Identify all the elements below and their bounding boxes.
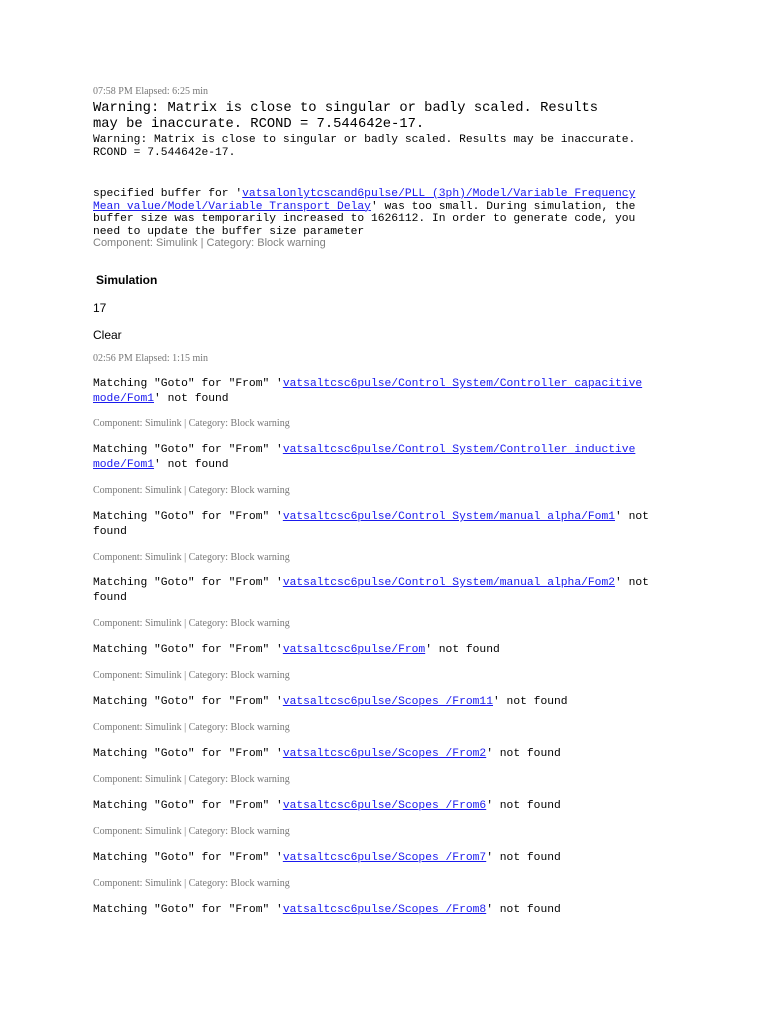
run-timestamp: 07:58 PM Elapsed: 6:25 min: [93, 86, 208, 97]
block-path-link[interactable]: vatsaltcsc6pulse/From: [282, 644, 426, 656]
component-category: Component: Simulink | Category: Block warning: [93, 722, 290, 733]
message-count: 17: [93, 301, 107, 315]
warning-message: Matching "Goto" for "From" 'vatsaltcsc6pulse/Control System/Controller capacitive mode/Fom1' not found: [93, 378, 643, 405]
block-path-link[interactable]: vatsaltcsc6pulse/Scopes /From11: [282, 696, 493, 708]
clear-button[interactable]: Clear: [93, 328, 122, 342]
block-path-link[interactable]: vatsaltcsc6pulse/Scopes /From6: [282, 800, 487, 812]
block-path-link[interactable]: vatsaltcsc6pulse/Control System/manual alpha/Fom1: [282, 511, 616, 523]
component-category: Component: Simulink | Category: Block warning: [93, 878, 290, 889]
block-path-link[interactable]: vatsaltcsc6pulse/Scopes /From2: [282, 748, 487, 760]
warning-message-large: Warning: Matrix is close to singular or badly scaled. Results may be inaccurate. RCOND = 7.544642e-17.: [93, 101, 599, 132]
warning-message: Matching "Goto" for "From" 'vatsaltcsc6pulse/Control System/manual alpha/Fom1' not found: [93, 511, 649, 538]
component-category: Component: Simulink | Category: Block warning: [93, 237, 326, 249]
block-path-link[interactable]: vatsaltcsc6pulse/Control System/manual alpha/Fom2: [282, 577, 616, 589]
component-category: Component: Simulink | Category: Block warning: [93, 826, 290, 837]
block-path-link-cont[interactable]: mode/Fom1: [93, 458, 155, 471]
warning-message: Matching "Goto" for "From" 'vatsaltcsc6pulse/Control System/Controller inductive mode/Fom1' not found: [93, 444, 636, 471]
warning-message: Matching "Goto" for "From" 'vatsaltcsc6pulse/Scopes /From7' not found: [93, 852, 561, 864]
component-category: Component: Simulink | Category: Block warning: [93, 670, 290, 681]
warning-message: Matching "Goto" for "From" 'vatsaltcsc6pulse/Scopes /From11' not found: [93, 696, 568, 708]
warning-message-small: Warning: Matrix is close to singular or badly scaled. Results may be inaccurate. RCOND = 7.544642e-17.: [93, 134, 636, 159]
component-category: Component: Simulink | Category: Block warning: [93, 552, 290, 563]
block-path-link-cont[interactable]: Mean value/Model/Variable Transport Delay: [93, 200, 371, 213]
warning-message: Matching "Goto" for "From" 'vatsaltcsc6pulse/Scopes /From2' not found: [93, 748, 561, 760]
component-category: Component: Simulink | Category: Block warning: [93, 485, 290, 496]
component-category: Component: Simulink | Category: Block warning: [93, 418, 290, 429]
block-path-link[interactable]: vatsaltcsc6pulse/Scopes /From8: [282, 904, 487, 916]
warning-message: Matching "Goto" for "From" 'vatsaltcsc6pulse/Scopes /From6' not found: [93, 800, 561, 812]
section-title: Simulation: [96, 273, 158, 287]
buffer-warning-message: specified buffer for 'vatsalonlytcscand6pulse/PLL (3ph)/Model/Variable Frequency Mean value/Model/Variable Transport Delay' was too small. During simulation, the buffer size was temporarily increased to 1626112. In order to generate code, you need to update the buffer size parameter: [93, 188, 636, 238]
component-category: Component: Simulink | Category: Block warning: [93, 618, 290, 629]
warning-message: Matching "Goto" for "From" 'vatsaltcsc6pulse/From' not found: [93, 644, 500, 656]
block-path-link[interactable]: vatsaltcsc6pulse/Control System/Controller capacitive: [282, 378, 643, 390]
block-path-link-cont[interactable]: mode/Fom1: [93, 392, 155, 405]
warning-message: Matching "Goto" for "From" 'vatsaltcsc6pulse/Control System/manual alpha/Fom2' not found: [93, 577, 649, 604]
run-timestamp: 02:56 PM Elapsed: 1:15 min: [93, 353, 208, 364]
component-category: Component: Simulink | Category: Block warning: [93, 774, 290, 785]
block-path-link[interactable]: vatsaltcsc6pulse/Scopes /From7: [282, 852, 487, 864]
block-path-link[interactable]: vatsalonlytcscand6pulse/PLL (3ph)/Model/Variable Frequency: [242, 188, 636, 200]
block-path-link[interactable]: vatsaltcsc6pulse/Control System/Controller inductive: [282, 444, 636, 456]
warning-message: Matching "Goto" for "From" 'vatsaltcsc6pulse/Scopes /From8' not found: [93, 904, 561, 916]
